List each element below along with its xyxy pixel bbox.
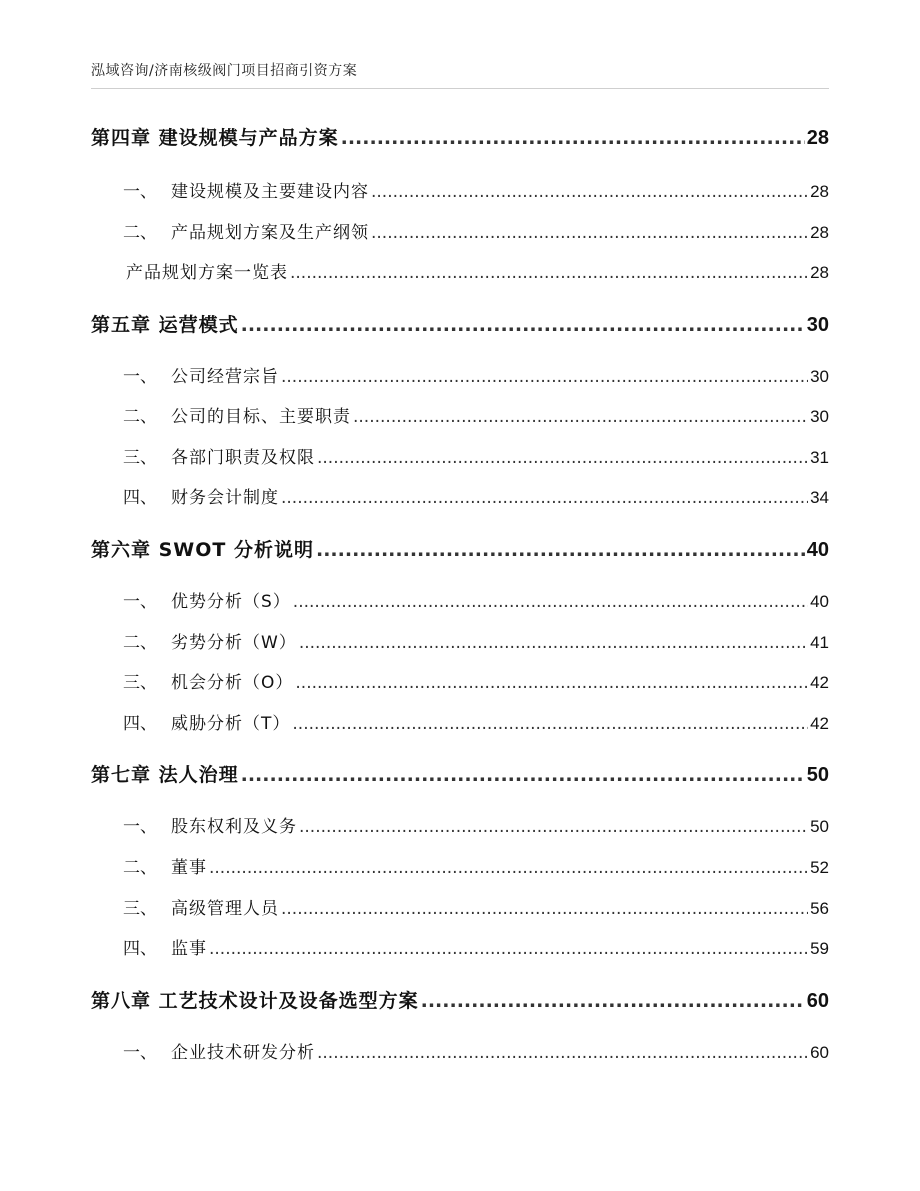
toc-page-number: 41 — [810, 633, 829, 652]
toc-chapter-5[interactable] — [91, 310, 829, 337]
toc-entry-title: 股东权利及义务 — [171, 817, 297, 837]
toc-entry-title: 财务会计制度 — [171, 488, 279, 508]
toc-section[interactable] — [91, 894, 829, 919]
toc-entry-prefix: 二、 — [123, 858, 157, 878]
toc-entry-title: 董事 — [171, 858, 207, 878]
toc-section[interactable] — [91, 483, 829, 508]
toc-page-number: 50 — [806, 764, 829, 786]
toc-page-number: 60 — [810, 1043, 829, 1062]
toc-page-number: 50 — [810, 817, 829, 836]
toc-entry-title: 第六章 SWOT 分析说明 — [91, 539, 314, 561]
toc-leader — [281, 488, 808, 508]
toc-entry-title: 优势分析（S） — [171, 592, 291, 612]
toc-leader — [241, 764, 805, 786]
toc-leader — [299, 817, 808, 837]
toc-entry-title: 第八章 工艺技术设计及设备选型方案 — [91, 990, 419, 1012]
toc-entry-title: 产品规划方案一览表 — [126, 263, 288, 283]
toc-entry-title: 第七章 法人治理 — [91, 764, 239, 786]
toc-entry-title: 建设规模及主要建设内容 — [171, 182, 369, 202]
toc-leader — [316, 539, 805, 561]
toc-leader — [209, 858, 808, 878]
toc-entry-prefix: 一、 — [123, 1043, 157, 1063]
toc-leader — [371, 223, 808, 243]
toc-page-number: 31 — [810, 448, 829, 467]
toc-leader — [353, 407, 808, 427]
toc-leader — [421, 990, 805, 1012]
toc-entry-prefix: 三、 — [123, 673, 157, 693]
toc-entry-title: 监事 — [171, 939, 207, 959]
toc-page-number: 34 — [810, 488, 829, 507]
toc-page-number: 30 — [810, 367, 829, 386]
toc-section[interactable] — [91, 628, 829, 653]
toc-page-number: 56 — [810, 899, 829, 918]
toc-entry-prefix: 一、 — [123, 182, 157, 202]
toc-chapter-4[interactable] — [91, 123, 829, 150]
toc-entry-title: 公司的目标、主要职责 — [171, 407, 351, 427]
toc-section[interactable] — [91, 177, 829, 202]
toc-leader — [241, 314, 805, 336]
header-divider — [91, 88, 829, 89]
toc-leader — [290, 263, 808, 283]
toc-leader — [317, 1043, 808, 1063]
toc-entry-prefix: 一、 — [123, 367, 157, 387]
toc-leader — [295, 673, 808, 693]
toc-section[interactable] — [91, 1038, 829, 1063]
toc-entry-title: 企业技术研发分析 — [171, 1043, 315, 1063]
toc-entry-prefix: 一、 — [123, 592, 157, 612]
toc-page-number: 30 — [810, 407, 829, 426]
toc-chapter-7[interactable] — [91, 760, 829, 787]
toc-entry-title: 机会分析（O） — [171, 673, 294, 693]
toc-chapter-8[interactable] — [91, 986, 829, 1013]
toc-section[interactable] — [91, 668, 829, 693]
toc-page-number: 28 — [810, 223, 829, 242]
toc-page-number: 40 — [810, 592, 829, 611]
toc-entry-prefix: 四、 — [123, 714, 157, 734]
toc-subsection[interactable] — [91, 258, 829, 283]
toc-section[interactable] — [91, 362, 829, 387]
toc-section[interactable] — [91, 853, 829, 878]
toc-entry-title: 产品规划方案及生产纲领 — [171, 223, 369, 243]
toc-leader — [299, 633, 808, 653]
toc-page-number: 28 — [810, 182, 829, 201]
toc-entry-prefix: 三、 — [123, 899, 157, 919]
toc-section[interactable] — [91, 812, 829, 837]
toc-entry-title: 高级管理人员 — [171, 899, 279, 919]
toc-entry-prefix: 一、 — [123, 817, 157, 837]
toc-section[interactable] — [91, 402, 829, 427]
toc-entry-prefix: 四、 — [123, 939, 157, 959]
toc-section[interactable] — [91, 443, 829, 468]
toc-page-number: 60 — [806, 990, 829, 1012]
toc-page-number: 28 — [806, 127, 829, 149]
toc-page-number: 59 — [810, 939, 829, 958]
toc-page-number: 30 — [806, 314, 829, 336]
toc-page-number: 28 — [810, 263, 829, 282]
toc-entry-title: 威胁分析（T） — [171, 714, 291, 734]
toc-entry-title: 第五章 运营模式 — [91, 314, 239, 336]
toc-leader — [281, 899, 808, 919]
toc-entry-title: 劣势分析（W） — [171, 633, 297, 653]
toc-entry-prefix: 二、 — [123, 633, 157, 653]
toc-chapter-6[interactable] — [91, 535, 829, 562]
toc-entry-title: 第四章 建设规模与产品方案 — [91, 127, 339, 149]
toc-leader — [371, 182, 808, 202]
toc-page-number: 42 — [810, 673, 829, 692]
toc-leader — [341, 127, 805, 149]
toc-page-number: 40 — [806, 539, 829, 561]
toc-page-number: 52 — [810, 858, 829, 877]
toc-section[interactable] — [91, 587, 829, 612]
toc-leader — [317, 448, 808, 468]
toc-page-number: 42 — [810, 714, 829, 733]
toc-leader — [209, 939, 808, 959]
toc-leader — [293, 592, 808, 612]
toc-section[interactable] — [91, 934, 829, 959]
toc-entry-title: 各部门职责及权限 — [171, 448, 315, 468]
page-header: 泓域咨询/济南核级阀门项目招商引资方案 — [91, 63, 358, 79]
toc-entry-prefix: 四、 — [123, 488, 157, 508]
toc-leader — [281, 367, 808, 387]
toc-entry-prefix: 三、 — [123, 448, 157, 468]
toc-entry-prefix: 二、 — [123, 407, 157, 427]
toc-section[interactable] — [91, 218, 829, 243]
toc-entry-title: 公司经营宗旨 — [171, 367, 279, 387]
toc-section[interactable] — [91, 709, 829, 734]
toc-entry-prefix: 二、 — [123, 223, 157, 243]
toc-leader — [292, 714, 808, 734]
